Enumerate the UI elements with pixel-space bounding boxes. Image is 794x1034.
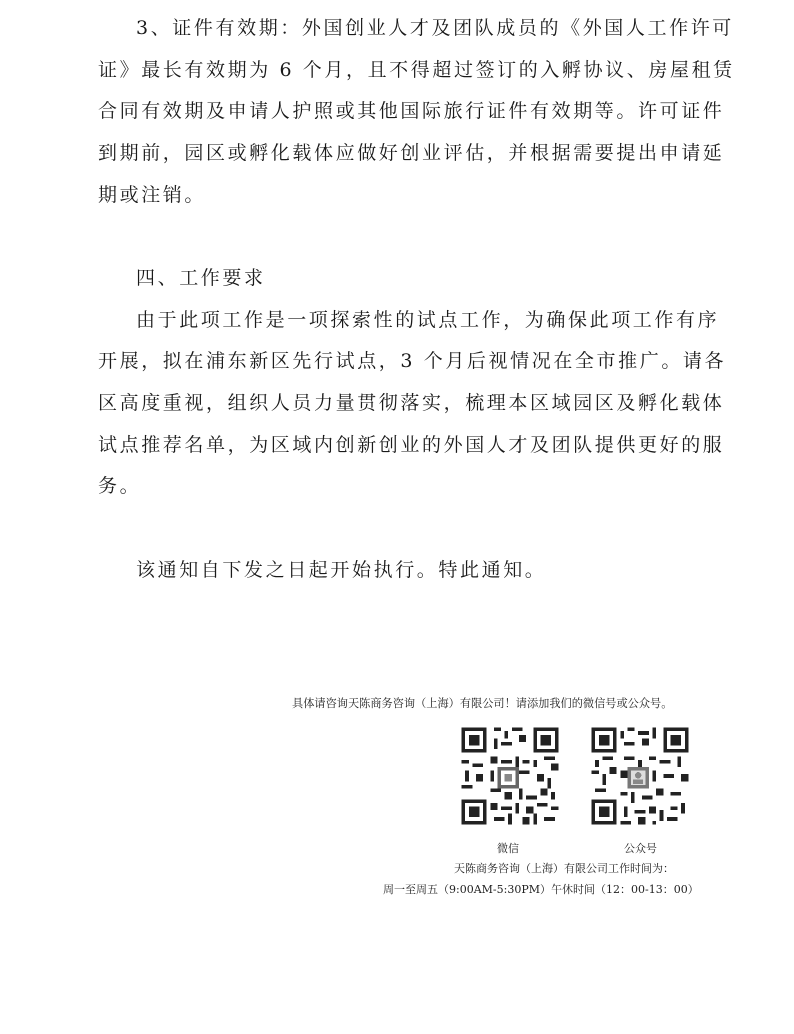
qr-label-official-account: 公众号 — [624, 842, 657, 855]
section4-line-4: 试点推荐名单，为区域内创新创业的外国人才及团队提供更好的服 — [98, 434, 725, 456]
section3-line-5: 期或注销。 — [98, 184, 207, 206]
section4-line-3: 区高度重视，组织人员力量贯彻落实，梳理本区域园区及孵化载体 — [98, 392, 725, 414]
section3-line-4: 到期前，园区或孵化载体应做好创业评估，并根据需要提出申请延 — [98, 142, 725, 164]
section4-line-1: 由于此项工作是一项探索性的试点工作，为确保此项工作有序 — [136, 309, 720, 331]
qr-label-wechat: 微信 — [497, 842, 519, 855]
official-account-qr-code — [588, 724, 692, 828]
wechat-qr-code — [458, 724, 562, 828]
contact-intro: 具体请咨询天陈商务咨询（上海）有限公司！请添加我们的微信号或公众号。 — [292, 697, 673, 710]
section3-line-1: 3、证件有效期：外国创业人才及团队成员的《外国人工作许可 — [136, 17, 734, 39]
section4-heading: 四、工作要求 — [136, 267, 266, 289]
section4-line-5: 务。 — [98, 475, 142, 497]
work-hours: 周一至周五（9:00AM-5:30PM）午休时间（12：00-13：00） — [383, 883, 699, 896]
section4-line-2: 开展，拟在浦东新区先行试点，3 个月后视情况在全市推广。请各 — [98, 350, 727, 372]
section3-line-2: 证》最长有效期为 6 个月，且不得超过签订的入孵协议、房屋租赁 — [98, 59, 735, 81]
work-hours-title: 天陈商务咨询（上海）有限公司工作时间为： — [454, 862, 674, 875]
closing-statement: 该通知自下发之日起开始执行。特此通知。 — [136, 559, 547, 581]
section3-line-3: 合同有效期及申请人护照或其他国际旅行证件有效期等。许可证件 — [98, 100, 725, 122]
